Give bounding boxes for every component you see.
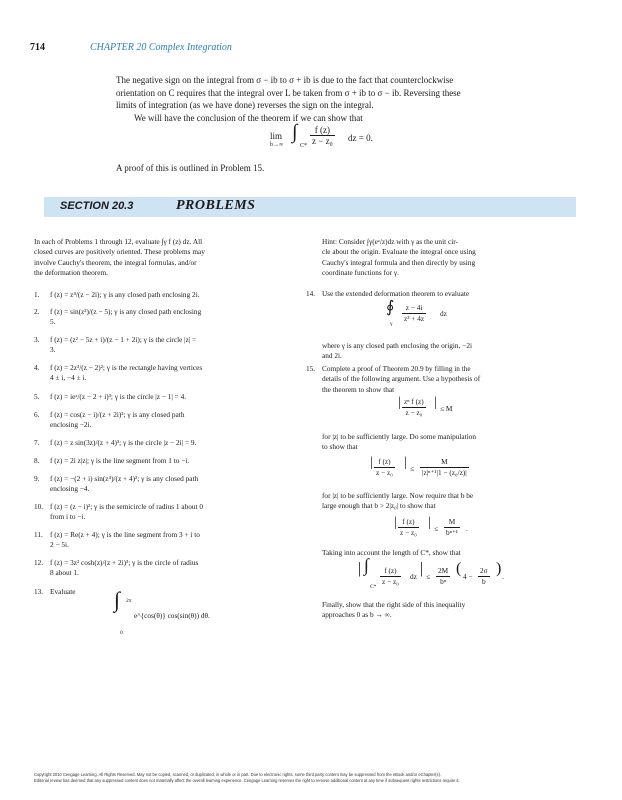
fraction-numerator: M xyxy=(420,457,469,468)
problem-number: 6. xyxy=(34,410,40,419)
intro-line-2: orientation on C requires that the integral over L be taken from σ + ib to σ − ib. Reversing these xyxy=(116,87,461,98)
left-intro-line: In each of Problems 1 through 12, evaluate ∫γ f (z) dz. All xyxy=(34,237,203,246)
eq1-tail: ≤ M xyxy=(440,404,453,413)
eq4-paren-fraction xyxy=(478,566,490,588)
fraction-numerator: 2M xyxy=(436,566,450,577)
paren-left: ( xyxy=(456,560,462,577)
hint-line: cle about the origin. Evaluate the integral once using xyxy=(322,247,476,257)
abs-bar-right: | xyxy=(420,560,424,577)
limit-lim: lim xyxy=(270,131,283,141)
period: . xyxy=(502,572,504,581)
contour-integral-sign: ∮ xyxy=(386,299,395,316)
problem-text: f (z) = 2i z|z|; γ is the line segment from 1 to −i. xyxy=(50,456,190,465)
problem-number: 5. xyxy=(34,392,40,401)
intro-paragraph xyxy=(116,74,576,124)
fraction-numerator: f (z) xyxy=(380,566,401,577)
integral-subscript: γ xyxy=(390,321,393,327)
limit-tail: dz = 0. xyxy=(348,133,373,143)
fraction-numerator: 2σ xyxy=(478,566,490,577)
section-title: PROBLEMS xyxy=(176,198,256,213)
period: . xyxy=(466,524,468,533)
problem-14 xyxy=(306,289,584,361)
problem-number: 11. xyxy=(34,530,43,539)
hint-line: Hint: Consider ∫γ(eᶻ/z)dz with γ as the unit cir- xyxy=(322,237,458,246)
abs-bar-right: | xyxy=(428,515,431,530)
problem-number: 14. xyxy=(306,289,316,298)
problem-number: 7. xyxy=(34,438,40,447)
fraction-numerator: z − 4i xyxy=(402,303,426,314)
eq1-fraction xyxy=(402,397,426,419)
problem-text: f (z) = 3z² cosh(z)/(z + 2i)³; γ is the circle of radius xyxy=(50,558,199,567)
eq2-fraction xyxy=(374,457,395,479)
problem-number: 12. xyxy=(34,558,44,567)
eq4-paren-text: 4 − xyxy=(463,572,473,581)
fraction-numerator: f (z) xyxy=(398,517,419,528)
integral-sign: ∫ xyxy=(292,121,298,143)
problem-text: 5. xyxy=(50,317,56,327)
integral-subscript: C* xyxy=(370,584,377,590)
limit-subscript: b→∞ xyxy=(270,142,284,148)
abs-bar-left: | xyxy=(358,560,362,577)
problem-15 xyxy=(306,364,584,724)
problem-text: to show that xyxy=(322,442,358,452)
fraction-numerator: f (z) xyxy=(374,457,395,468)
integral-sign: ∫ xyxy=(114,587,121,612)
problem-text: the theorem to show that xyxy=(322,384,395,394)
problem-text: enclosing −4. xyxy=(50,484,90,494)
hint-line: coordinate functions for γ. xyxy=(322,268,399,278)
abs-bar-left: | xyxy=(394,515,397,530)
problem-text: from i to −i. xyxy=(50,512,86,522)
problem-text: enclosing −2i. xyxy=(50,420,92,430)
leq-sign: ≤ xyxy=(434,524,439,533)
fraction-denominator: bⁿ⁺¹ xyxy=(446,528,458,538)
problem-text: 4 ± i, −4 ± i. xyxy=(50,373,87,383)
problem-text: 2 − 5i. xyxy=(50,540,69,550)
copyright-line: Editorial review has deemed that any suppressed content does not materially affect the overall learning experience. Cengage Learning reserves the right to remove additional content at any time if subsequent rights restrictions require it. xyxy=(34,778,460,783)
problem-text: for |z| to be sufficiently large. Now require that b be xyxy=(322,491,474,500)
problem-text: Finally, show that the right side of this inequality xyxy=(322,600,466,609)
section-label: SECTION 20.3 xyxy=(60,200,134,212)
left-intro xyxy=(34,237,296,279)
limit-equation xyxy=(270,123,400,159)
problem-number: 9. xyxy=(34,474,40,483)
problem-text: approaches 0 as b → ∞. xyxy=(322,610,392,620)
problem-text: f (z) = (z² − 5z + i)/(z − 1 + 2i); γ is the circle |z| = xyxy=(50,335,197,344)
left-intro-line: the deformation theorem. xyxy=(34,268,108,278)
problem-number: 1. xyxy=(34,290,40,299)
problem-list-left xyxy=(34,290,296,590)
abs-bar-right: | xyxy=(404,455,407,470)
problem-text: f (z) = (z − i)²; γ is the semicircle of radius 1 about 0 xyxy=(50,502,204,511)
problem-number: 15. xyxy=(306,364,316,373)
integral-lower-limit: 0 xyxy=(120,630,123,636)
chapter-title: CHAPTER 20 Complex Integration xyxy=(90,42,232,53)
problem-text: f (z) = −(2 + i) sin(z⁴)/(z + 4)²; γ is any closed path xyxy=(50,474,199,483)
fraction-denominator: z − z₀ xyxy=(376,468,393,478)
eq4-dz: dz xyxy=(410,572,417,581)
intro-line-3: limits of integration (as we have done) reverses the sign on the integral. xyxy=(116,100,374,111)
problem-text: where γ is any closed path enclosing the origin, −2i xyxy=(322,341,472,350)
problem-number: 8. xyxy=(34,456,40,465)
problem-text: f (z) = z sin(3z)/(z + 4)³; γ is the circle |z − 2i| = 9. xyxy=(50,438,197,447)
integral-upper-limit: 2π xyxy=(126,598,132,604)
fraction-denominator: bⁿ xyxy=(440,577,447,587)
leq-sign: ≤ xyxy=(410,464,415,473)
limit-denominator: z − z₀ xyxy=(312,136,333,146)
problem-text: f (z) = ieᶻ/(z − 2 + i)³; γ is the circle |z − 1| = 4. xyxy=(50,392,187,401)
fraction-denominator: b xyxy=(481,577,486,587)
left-column xyxy=(34,237,296,279)
copyright-notice xyxy=(34,772,594,784)
problem-text: 3. xyxy=(50,345,56,355)
intro-line-1: The negative sign on the integral from σ − ib to σ + ib is due to the fact that counterclockwise xyxy=(116,75,454,85)
problem-number: 13. xyxy=(34,587,44,596)
eq3-fraction xyxy=(398,517,419,539)
problem-text: Taking into account the length of C*, show that xyxy=(322,548,461,557)
problem-text: 8 about 1. xyxy=(50,568,79,578)
page-number: 714 xyxy=(30,42,45,53)
abs-bar-right: | xyxy=(434,395,437,410)
intro-line-4: We will have the conclusion of the theorem if we can show that xyxy=(134,112,363,123)
problem-number: 2. xyxy=(34,307,40,316)
fraction-denominator: z − z₀ xyxy=(400,528,417,538)
limit-fraction xyxy=(310,125,335,146)
eq4-fraction xyxy=(380,566,401,588)
fraction-denominator: z − z₀ xyxy=(405,408,423,418)
left-intro-line: closed curves are positively oriented. These problems may xyxy=(34,247,205,257)
problem-text: Evaluate xyxy=(50,587,76,596)
fraction-numerator: M xyxy=(444,517,460,528)
fraction-numerator: zⁿ f (z) xyxy=(402,397,426,408)
fraction-denominator: |z|ⁿ⁺¹|1 − (z₀/z)| xyxy=(422,468,467,478)
abs-bar-left: | xyxy=(370,455,373,470)
problem-number: 10. xyxy=(34,502,44,511)
p14-fraction xyxy=(402,303,426,325)
limit-numerator: f (z) xyxy=(310,125,335,136)
problem-text: f (z) = sin(z²)/(z − 5); γ is any closed path enclosing xyxy=(50,307,202,316)
eq4-rhs-fraction xyxy=(436,566,450,588)
left-intro-line: involve Cauchy's theorem, the integral formulas, and/or xyxy=(34,257,197,267)
abs-bar-left: | xyxy=(398,395,401,410)
leq-sign: ≤ xyxy=(426,572,431,581)
copyright-line: Copyright 2010 Cengage Learning. All Rights Reserved. May not be copied, scanned, or duplicated, in whole or in part. Due to electronic rights, some third party content may be suppressed from the eBook and/or eChapter(s). xyxy=(34,772,442,777)
p14-dz: dz xyxy=(440,309,447,318)
problem-text: and 2i. xyxy=(322,351,342,361)
right-hint xyxy=(322,237,584,279)
problem-text: f (z) = Re(z + 4); γ is the line segment from 3 + i to xyxy=(50,530,200,539)
eq3-rhs-fraction xyxy=(444,517,460,539)
problem-text: large enough that b > 2|z₀| to show that xyxy=(322,501,436,511)
intro-line-5: A proof of this is outlined in Problem 15. xyxy=(116,163,265,173)
problem-13 xyxy=(34,587,296,647)
paren-right: ) xyxy=(496,560,502,577)
fraction-denominator: z − z₀ xyxy=(382,577,399,587)
problem-text: Use the extended deformation theorem to evaluate xyxy=(322,289,470,298)
hint-line: Cauchy's integral formula and then directly by using xyxy=(322,257,476,267)
problem-text: details of the following argument. Use a hypothesis of xyxy=(322,374,481,384)
eq2-rhs-fraction xyxy=(420,457,469,479)
problem-text: f (z) = 2z³/(z − 2)²; γ is the rectangle having vertices xyxy=(50,363,203,372)
problem-text: f (z) = cos(z − i)/(z + 2i)³; γ is any closed path xyxy=(50,410,185,419)
fraction-denominator: z³ + 4z xyxy=(404,314,425,324)
problem-number: 3. xyxy=(34,335,40,344)
integral-sign: ∫ xyxy=(364,555,369,575)
problem-number: 4. xyxy=(34,363,40,372)
integral-subscript: C* xyxy=(300,143,308,149)
problem-text: for |z| to be sufficiently large. Do some manipulation xyxy=(322,432,477,441)
problem-text: Complete a proof of Theorem 20.9 by filling in the xyxy=(322,364,471,373)
integral-body: e^{cos(θ)} cos(sin(θ)) dθ. xyxy=(134,611,210,620)
problem-text: f (z) = z⁴/(z − 2i); γ is any closed path enclosing 2i. xyxy=(50,290,200,299)
